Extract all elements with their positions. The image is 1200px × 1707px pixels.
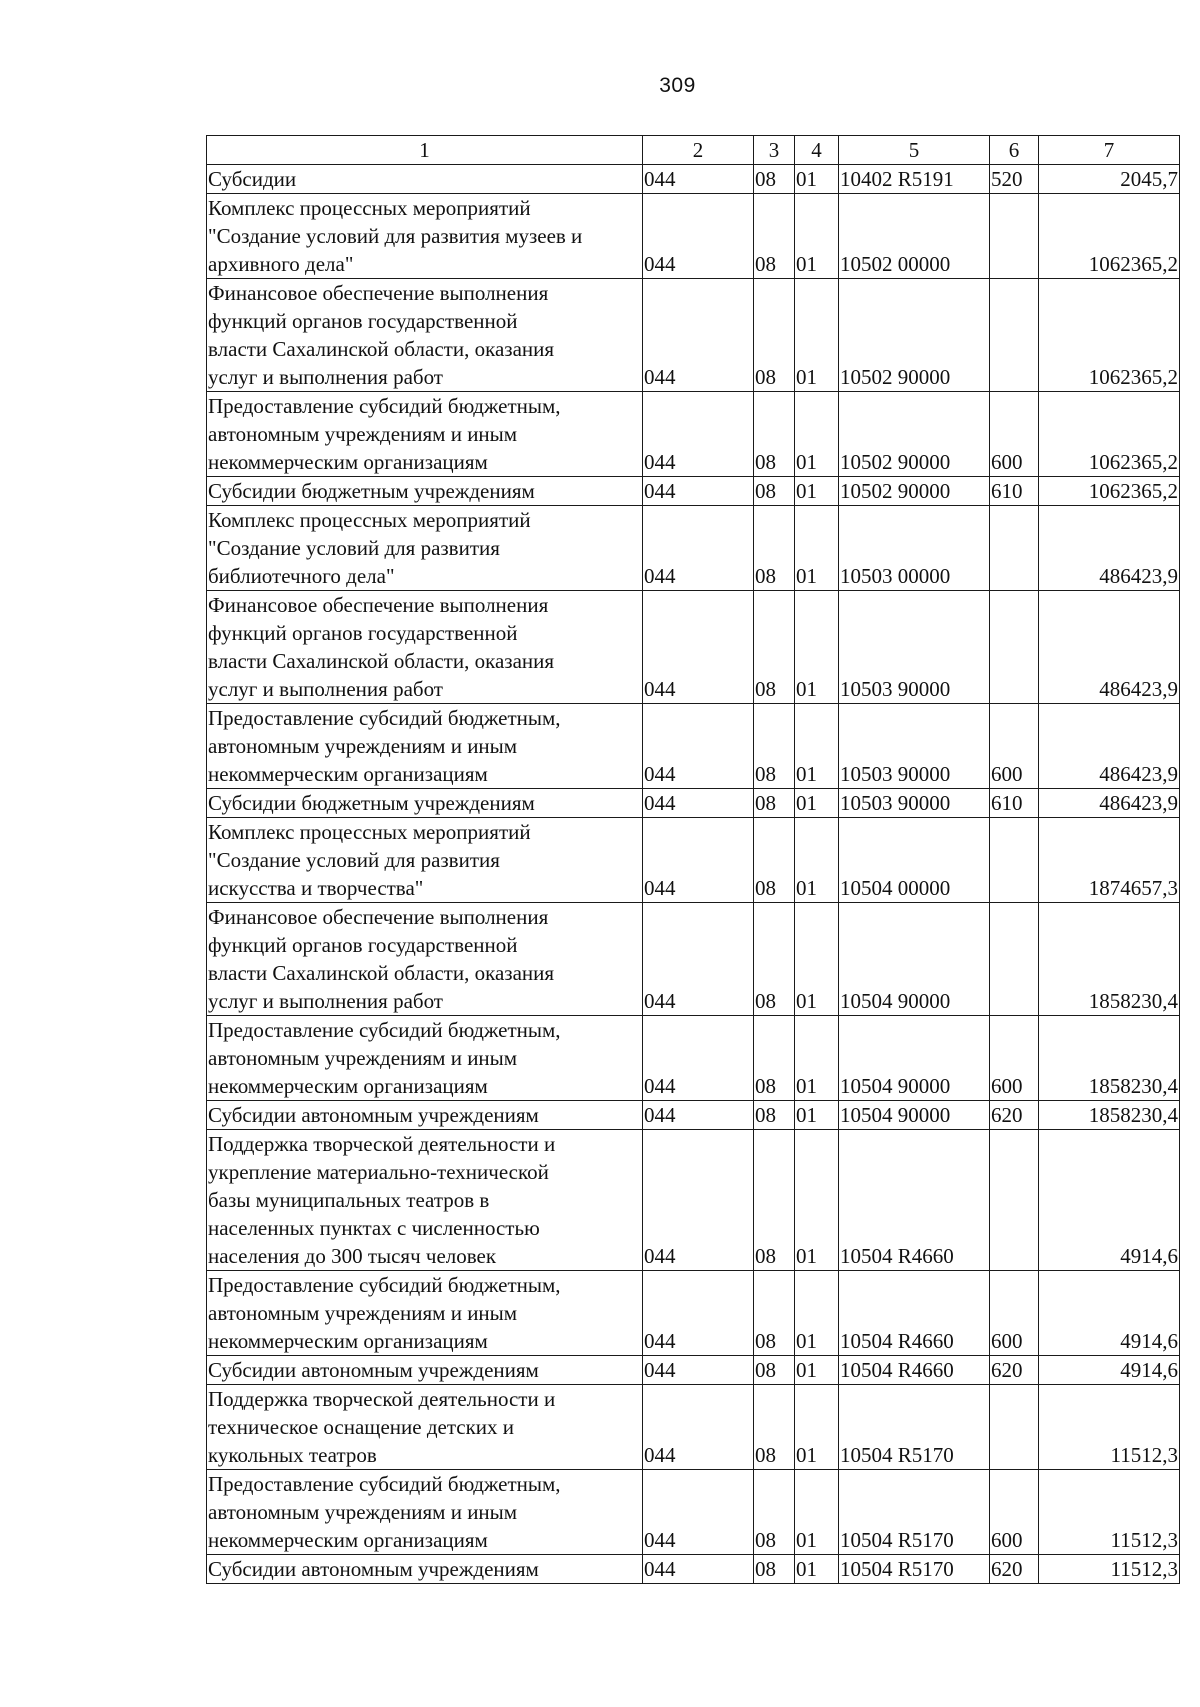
expense-type-cell: 620	[990, 1101, 1039, 1130]
expense-type-cell	[990, 1130, 1039, 1271]
amount-cell: 486423,9	[1039, 506, 1180, 591]
table-row	[207, 1356, 1180, 1385]
item-name-line: функций органов государственной	[208, 621, 518, 645]
expense-type-cell: 610	[990, 477, 1039, 506]
amount-cell: 1062365,2	[1039, 477, 1180, 506]
target-article-cell: 10504 R5170	[839, 1555, 990, 1584]
subsection-code-cell: 01	[795, 1130, 839, 1271]
table-row	[207, 1470, 1180, 1555]
amount-cell: 1062365,2	[1039, 392, 1180, 477]
item-name-cell	[207, 903, 643, 1016]
table-row	[207, 1130, 1180, 1271]
expense-type-cell: 600	[990, 1271, 1039, 1356]
expense-type-cell: 610	[990, 789, 1039, 818]
expense-type-cell	[990, 506, 1039, 591]
target-article-cell: 10503 90000	[839, 704, 990, 789]
subsection-code-cell: 01	[795, 506, 839, 591]
item-name-line: Комплекс процессных мероприятий	[208, 508, 531, 532]
item-name-line: Субсидии автономным учреждениям	[208, 1557, 539, 1581]
table-row	[207, 903, 1180, 1016]
target-article-cell: 10502 00000	[839, 194, 990, 279]
section-code-cell: 08	[754, 903, 795, 1016]
target-article-cell: 10504 R5170	[839, 1385, 990, 1470]
item-name-cell	[207, 165, 643, 194]
amount-cell: 4914,6	[1039, 1356, 1180, 1385]
subsection-code-cell: 01	[795, 591, 839, 704]
header-row	[207, 136, 1180, 165]
ministry-code-cell: 044	[643, 194, 754, 279]
section-code-cell: 08	[754, 506, 795, 591]
table-row	[207, 1016, 1180, 1101]
item-name-line: Финансовое обеспечение выполнения	[208, 281, 549, 305]
expense-type-cell: 520	[990, 165, 1039, 194]
item-name-line: "Создание условий для развития	[208, 536, 500, 560]
item-name-cell	[207, 789, 643, 818]
item-name-cell	[207, 1555, 643, 1584]
item-name-line: некоммерческим организациям	[208, 1074, 488, 1098]
target-article-cell: 10504 90000	[839, 1016, 990, 1101]
section-code-cell: 08	[754, 165, 795, 194]
ministry-code-cell: 044	[643, 1101, 754, 1130]
section-code-cell: 08	[754, 1130, 795, 1271]
subsection-code-cell: 01	[795, 1271, 839, 1356]
column-header-1: 1	[207, 136, 643, 165]
item-name-line: кукольных театров	[208, 1443, 377, 1467]
item-name-line: населенных пунктах с численностью	[208, 1216, 540, 1240]
column-header-4: 4	[795, 136, 839, 165]
page-number: 309	[659, 74, 696, 97]
table-row	[207, 704, 1180, 789]
table-row	[207, 279, 1180, 392]
target-article-cell: 10502 90000	[839, 477, 990, 506]
table-row	[207, 477, 1180, 506]
item-name-line: автономным учреждениям и иным	[208, 422, 518, 446]
expense-type-cell: 600	[990, 392, 1039, 477]
item-name-line: "Создание условий для развития музеев и	[208, 224, 583, 248]
subsection-code-cell: 01	[795, 194, 839, 279]
subsection-code-cell: 01	[795, 1470, 839, 1555]
item-name-cell	[207, 279, 643, 392]
expense-type-cell	[990, 818, 1039, 903]
item-name-line: Комплекс процессных мероприятий	[208, 196, 531, 220]
subsection-code-cell: 01	[795, 704, 839, 789]
table-row	[207, 1555, 1180, 1584]
item-name-line: Предоставление субсидий бюджетным,	[208, 394, 561, 418]
expense-type-cell	[990, 591, 1039, 704]
ministry-code-cell: 044	[643, 1470, 754, 1555]
target-article-cell: 10503 00000	[839, 506, 990, 591]
item-name-cell	[207, 392, 643, 477]
item-name-line: власти Сахалинской области, оказания	[208, 961, 555, 985]
ministry-code-cell: 044	[643, 477, 754, 506]
item-name-line: базы муниципальных театров в	[208, 1188, 490, 1212]
table-row	[207, 165, 1180, 194]
table-row	[207, 789, 1180, 818]
item-name-line: библиотечного дела"	[208, 564, 395, 588]
ministry-code-cell: 044	[643, 1555, 754, 1584]
table-row	[207, 591, 1180, 704]
item-name-line: Субсидии	[208, 167, 297, 191]
target-article-cell: 10504 R5170	[839, 1470, 990, 1555]
ministry-code-cell: 044	[643, 1385, 754, 1470]
amount-cell: 1858230,4	[1039, 903, 1180, 1016]
item-name-line: некоммерческим организациям	[208, 450, 488, 474]
item-name-line: Предоставление субсидий бюджетным,	[208, 1472, 561, 1496]
section-code-cell: 08	[754, 1356, 795, 1385]
item-name-line: техническое оснащение детских и	[208, 1415, 515, 1439]
table-row	[207, 392, 1180, 477]
subsection-code-cell: 01	[795, 1385, 839, 1470]
section-code-cell: 08	[754, 1470, 795, 1555]
amount-cell: 1062365,2	[1039, 194, 1180, 279]
item-name-line: автономным учреждениям и иным	[208, 1301, 518, 1325]
item-name-line: Предоставление субсидий бюджетным,	[208, 706, 561, 730]
amount-cell: 1858230,4	[1039, 1101, 1180, 1130]
section-code-cell: 08	[754, 1016, 795, 1101]
column-header-2: 2	[643, 136, 754, 165]
item-name-line: Предоставление субсидий бюджетным,	[208, 1273, 561, 1297]
item-name-cell	[207, 477, 643, 506]
section-code-cell: 08	[754, 704, 795, 789]
section-code-cell: 08	[754, 477, 795, 506]
item-name-cell	[207, 1130, 643, 1271]
item-name-line: некоммерческим организациям	[208, 1528, 488, 1552]
item-name-line: услуг и выполнения работ	[208, 677, 443, 701]
item-name-line: услуг и выполнения работ	[208, 365, 443, 389]
target-article-cell: 10503 90000	[839, 789, 990, 818]
expense-type-cell: 600	[990, 704, 1039, 789]
ministry-code-cell: 044	[643, 1271, 754, 1356]
budget-table	[206, 135, 1180, 1584]
column-header-7: 7	[1039, 136, 1180, 165]
item-name-line: Поддержка творческой деятельности и	[208, 1132, 556, 1156]
ministry-code-cell: 044	[643, 165, 754, 194]
subsection-code-cell: 01	[795, 477, 839, 506]
ministry-code-cell: 044	[643, 506, 754, 591]
expense-type-cell: 600	[990, 1016, 1039, 1101]
amount-cell: 1874657,3	[1039, 818, 1180, 903]
expense-type-cell: 620	[990, 1356, 1039, 1385]
item-name-line: Субсидии бюджетным учреждениям	[208, 479, 535, 503]
table-row	[207, 1271, 1180, 1356]
expense-type-cell: 620	[990, 1555, 1039, 1584]
item-name-line: власти Сахалинской области, оказания	[208, 649, 555, 673]
subsection-code-cell: 01	[795, 1101, 839, 1130]
ministry-code-cell: 044	[643, 789, 754, 818]
amount-cell: 11512,3	[1039, 1470, 1180, 1555]
amount-cell: 1062365,2	[1039, 279, 1180, 392]
item-name-line: некоммерческим организациям	[208, 1329, 488, 1353]
subsection-code-cell: 01	[795, 165, 839, 194]
section-code-cell: 08	[754, 591, 795, 704]
item-name-line: Субсидии бюджетным учреждениям	[208, 791, 535, 815]
column-header-6: 6	[990, 136, 1039, 165]
table-row	[207, 1101, 1180, 1130]
item-name-cell	[207, 1271, 643, 1356]
item-name-line: Финансовое обеспечение выполнения	[208, 593, 549, 617]
ministry-code-cell: 044	[643, 818, 754, 903]
expense-type-cell	[990, 903, 1039, 1016]
item-name-cell	[207, 704, 643, 789]
subsection-code-cell: 01	[795, 903, 839, 1016]
item-name-cell	[207, 506, 643, 591]
subsection-code-cell: 01	[795, 1356, 839, 1385]
item-name-line: населения до 300 тысяч человек	[208, 1244, 497, 1268]
table-row	[207, 818, 1180, 903]
target-article-cell: 10504 R4660	[839, 1356, 990, 1385]
subsection-code-cell: 01	[795, 789, 839, 818]
item-name-line: архивного дела"	[208, 252, 354, 276]
item-name-line: власти Сахалинской области, оказания	[208, 337, 555, 361]
expense-type-cell	[990, 194, 1039, 279]
section-code-cell: 08	[754, 1271, 795, 1356]
item-name-cell	[207, 818, 643, 903]
item-name-line: Субсидии автономным учреждениям	[208, 1358, 539, 1382]
amount-cell: 11512,3	[1039, 1555, 1180, 1584]
amount-cell: 486423,9	[1039, 591, 1180, 704]
ministry-code-cell: 044	[643, 1130, 754, 1271]
table-row	[207, 194, 1180, 279]
section-code-cell: 08	[754, 1555, 795, 1584]
item-name-line: Финансовое обеспечение выполнения	[208, 905, 549, 929]
section-code-cell: 08	[754, 1385, 795, 1470]
table-row	[207, 506, 1180, 591]
column-header-3: 3	[754, 136, 795, 165]
subsection-code-cell: 01	[795, 279, 839, 392]
ministry-code-cell: 044	[643, 591, 754, 704]
target-article-cell: 10504 00000	[839, 818, 990, 903]
amount-cell: 11512,3	[1039, 1385, 1180, 1470]
ministry-code-cell: 044	[643, 704, 754, 789]
section-code-cell: 08	[754, 818, 795, 903]
subsection-code-cell: 01	[795, 818, 839, 903]
item-name-line: искусства и творчества"	[208, 876, 424, 900]
expense-type-cell: 600	[990, 1470, 1039, 1555]
section-code-cell: 08	[754, 789, 795, 818]
item-name-line: Комплекс процессных мероприятий	[208, 820, 531, 844]
target-article-cell: 10402 R5191	[839, 165, 990, 194]
item-name-line: Предоставление субсидий бюджетным,	[208, 1018, 561, 1042]
item-name-line: функций органов государственной	[208, 933, 518, 957]
table-body	[207, 165, 1180, 1584]
section-code-cell: 08	[754, 392, 795, 477]
item-name-line: функций органов государственной	[208, 309, 518, 333]
target-article-cell: 10504 R4660	[839, 1271, 990, 1356]
amount-cell: 1858230,4	[1039, 1016, 1180, 1101]
item-name-line: автономным учреждениям и иным	[208, 1500, 518, 1524]
item-name-line: Поддержка творческой деятельности и	[208, 1387, 556, 1411]
item-name-cell	[207, 1385, 643, 1470]
target-article-cell: 10504 R4660	[839, 1130, 990, 1271]
item-name-cell	[207, 1101, 643, 1130]
amount-cell: 486423,9	[1039, 704, 1180, 789]
item-name-line: некоммерческим организациям	[208, 762, 488, 786]
item-name-cell	[207, 1016, 643, 1101]
table-row	[207, 1385, 1180, 1470]
item-name-line: автономным учреждениям и иным	[208, 734, 518, 758]
item-name-line: "Создание условий для развития	[208, 848, 500, 872]
target-article-cell: 10502 90000	[839, 392, 990, 477]
target-article-cell: 10502 90000	[839, 279, 990, 392]
target-article-cell: 10504 90000	[839, 1101, 990, 1130]
table-header	[207, 136, 1180, 165]
ministry-code-cell: 044	[643, 1016, 754, 1101]
expense-type-cell	[990, 1385, 1039, 1470]
item-name-cell	[207, 194, 643, 279]
section-code-cell: 08	[754, 1101, 795, 1130]
item-name-line: автономным учреждениям и иным	[208, 1046, 518, 1070]
item-name-line: услуг и выполнения работ	[208, 989, 443, 1013]
item-name-cell	[207, 591, 643, 704]
ministry-code-cell: 044	[643, 279, 754, 392]
amount-cell: 486423,9	[1039, 789, 1180, 818]
ministry-code-cell: 044	[643, 903, 754, 1016]
amount-cell: 4914,6	[1039, 1271, 1180, 1356]
amount-cell: 2045,7	[1039, 165, 1180, 194]
item-name-line: Субсидии автономным учреждениям	[208, 1103, 539, 1127]
item-name-line: укрепление материально-технической	[208, 1160, 549, 1184]
section-code-cell: 08	[754, 279, 795, 392]
section-code-cell: 08	[754, 194, 795, 279]
column-header-5: 5	[839, 136, 990, 165]
item-name-cell	[207, 1470, 643, 1555]
target-article-cell: 10503 90000	[839, 591, 990, 704]
subsection-code-cell: 01	[795, 392, 839, 477]
target-article-cell: 10504 90000	[839, 903, 990, 1016]
item-name-cell	[207, 1356, 643, 1385]
subsection-code-cell: 01	[795, 1016, 839, 1101]
amount-cell: 4914,6	[1039, 1130, 1180, 1271]
ministry-code-cell: 044	[643, 1356, 754, 1385]
subsection-code-cell: 01	[795, 1555, 839, 1584]
ministry-code-cell: 044	[643, 392, 754, 477]
expense-type-cell	[990, 279, 1039, 392]
